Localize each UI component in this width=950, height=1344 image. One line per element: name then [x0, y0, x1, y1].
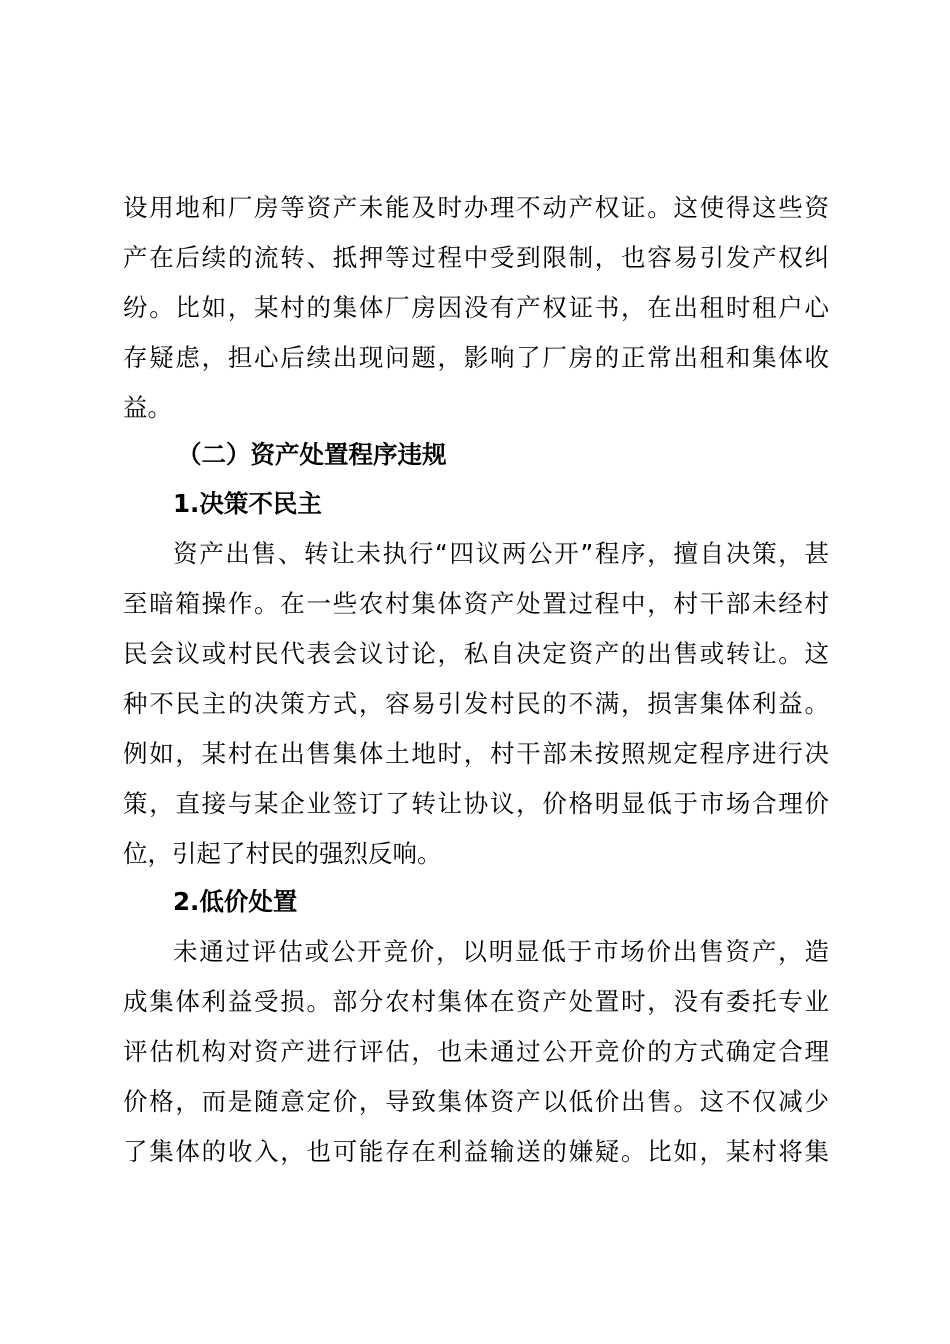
subheading-block-2	[123, 877, 829, 927]
text-line: 价格，而是随意定价，导致集体资产以低价出售。这不仅减少	[123, 1087, 829, 1116]
paragraph-low-price	[123, 927, 829, 1177]
text-line: 产在后续的流转、抵押等过程中受到限制，也容易引发产权纠	[123, 243, 829, 272]
subheading-decision: 1.决策不民主	[173, 489, 322, 518]
text-line: 成集体利益受损。部分农村集体在资产处置时，没有委托专业	[123, 987, 829, 1016]
text-line: 位，引起了村民的强烈反响。	[123, 839, 442, 868]
text-line: 未通过评估或公开竞价，以明显低于市场价出售资产，造	[173, 937, 829, 966]
text-line: 策，直接与某企业签订了转让协议，价格明显低于市场合理价	[123, 789, 829, 818]
paragraph-decision	[123, 529, 829, 879]
text-line: 种不民主的决策方式，容易引发村民的不满，损害集体利益。	[123, 689, 829, 718]
section-heading: （二）资产处置程序违规	[177, 440, 447, 469]
text-line: 资产出售、转让未执行“四议两公开”程序，擅自决策，甚	[173, 539, 829, 568]
text-line: 存疑虑，担心后续出现问题，影响了厂房的正常出租和集体收	[123, 343, 829, 372]
text-line: 益。	[123, 393, 172, 422]
text-line: 至暗箱操作。在一些农村集体资产处置过程中，村干部未经村	[123, 589, 829, 618]
subheading-block-1	[123, 479, 829, 529]
text-line: 民会议或村民代表会议讨论，私自决定资产的出售或转让。这	[123, 639, 829, 668]
paragraph-property-rights	[123, 183, 829, 433]
text-line: 评估机构对资产进行评估，也未通过公开竞价的方式确定合理	[123, 1037, 829, 1066]
subheading-low-price: 2.低价处置	[173, 887, 298, 916]
text-line: 例如，某村在出售集体土地时，村干部未按照规定程序进行决	[123, 739, 829, 768]
text-line: 了集体的收入，也可能存在利益输送的嫌疑。比如，某村将集	[123, 1137, 829, 1166]
text-line: 纷。比如，某村的集体厂房因没有产权证书，在出租时租户心	[123, 293, 829, 322]
text-line: 设用地和厂房等资产未能及时办理不动产权证。这使得这些资	[123, 193, 829, 222]
section-heading-block	[123, 430, 829, 480]
